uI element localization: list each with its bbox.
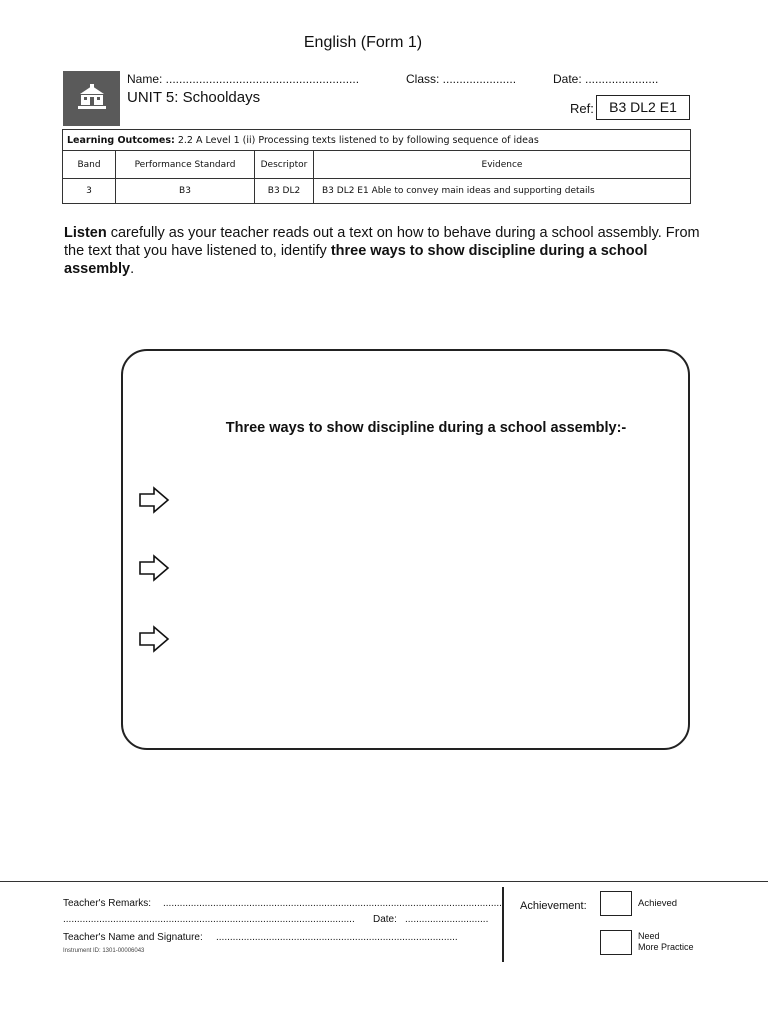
col-band: Band (63, 151, 116, 179)
cell-evidence: B3 DL2 E1 Able to convey main ideas and supporting details (314, 179, 691, 204)
col-evidence: Evidence (314, 151, 691, 179)
col-descriptor: Descriptor (255, 151, 314, 179)
teacher-name-signature-dots: ....................................................................................... (216, 932, 458, 943)
need-label-line2: More Practice (638, 942, 694, 952)
footer-divider (0, 881, 768, 882)
cell-performance-standard: B3 (116, 179, 255, 204)
footer-date-dots: .............................. (405, 914, 489, 925)
achieved-checkbox[interactable] (600, 891, 632, 916)
ref-label: Ref: (570, 101, 594, 116)
instructions-end: . (130, 261, 135, 277)
unit-title: UNIT 5: Schooldays (127, 89, 261, 106)
need-label-line1: Need (638, 931, 660, 941)
right-arrow-outline-icon (138, 554, 170, 582)
right-arrow-outline-icon (138, 625, 170, 653)
learning-outcomes-label: Learning Outcomes: (67, 134, 175, 146)
instrument-id: Instrument ID: 1301-00006043 (63, 948, 145, 954)
achieved-label: Achieved (638, 898, 678, 909)
need-more-practice-label (638, 931, 694, 953)
school-building-icon (63, 71, 120, 126)
instructions (64, 224, 714, 278)
page-title: English (Form 1) (303, 34, 423, 51)
cell-band: 3 (63, 179, 116, 204)
cell-descriptor: B3 DL2 (255, 179, 314, 204)
footer-vertical-divider (502, 887, 504, 962)
need-more-practice-checkbox[interactable] (600, 930, 632, 955)
footer-date-label: Date: (373, 914, 397, 925)
date-field: Date: ...................... (553, 72, 659, 86)
right-arrow-outline-icon (138, 486, 170, 514)
remarks-dots-line: ......................................................................................................... (63, 914, 355, 925)
col-performance-standard: Performance Standard (116, 151, 255, 179)
answer-box-heading: Three ways to show discipline during a school assembly:- (225, 420, 627, 436)
learning-outcomes-table (62, 129, 691, 204)
instructions-listen: Listen (64, 225, 107, 241)
teacher-name-signature-label: Teacher's Name and Signature: (63, 932, 203, 943)
name-field: Name: .......................................................... (127, 72, 360, 86)
achievement-label: Achievement: (520, 900, 587, 912)
instructions-bold: three ways to show discipline during a school assembly (64, 243, 648, 277)
learning-outcomes-cell (63, 130, 691, 151)
learning-outcomes-text: 2.2 A Level 1 (ii) Processing texts listened to by following sequence of ideas (177, 134, 539, 146)
ref-value: B3 DL2 E1 (596, 95, 690, 120)
answer-box (121, 349, 690, 750)
instructions-text: carefully as your teacher reads out a text on how to behave during a school assembly. From the text that you have listened to, identify (64, 225, 700, 259)
teachers-remarks-dots: .......................................................................................................................... (163, 898, 502, 909)
teachers-remarks-label: Teacher's Remarks: (63, 898, 152, 909)
class-field: Class: ...................... (406, 72, 517, 86)
